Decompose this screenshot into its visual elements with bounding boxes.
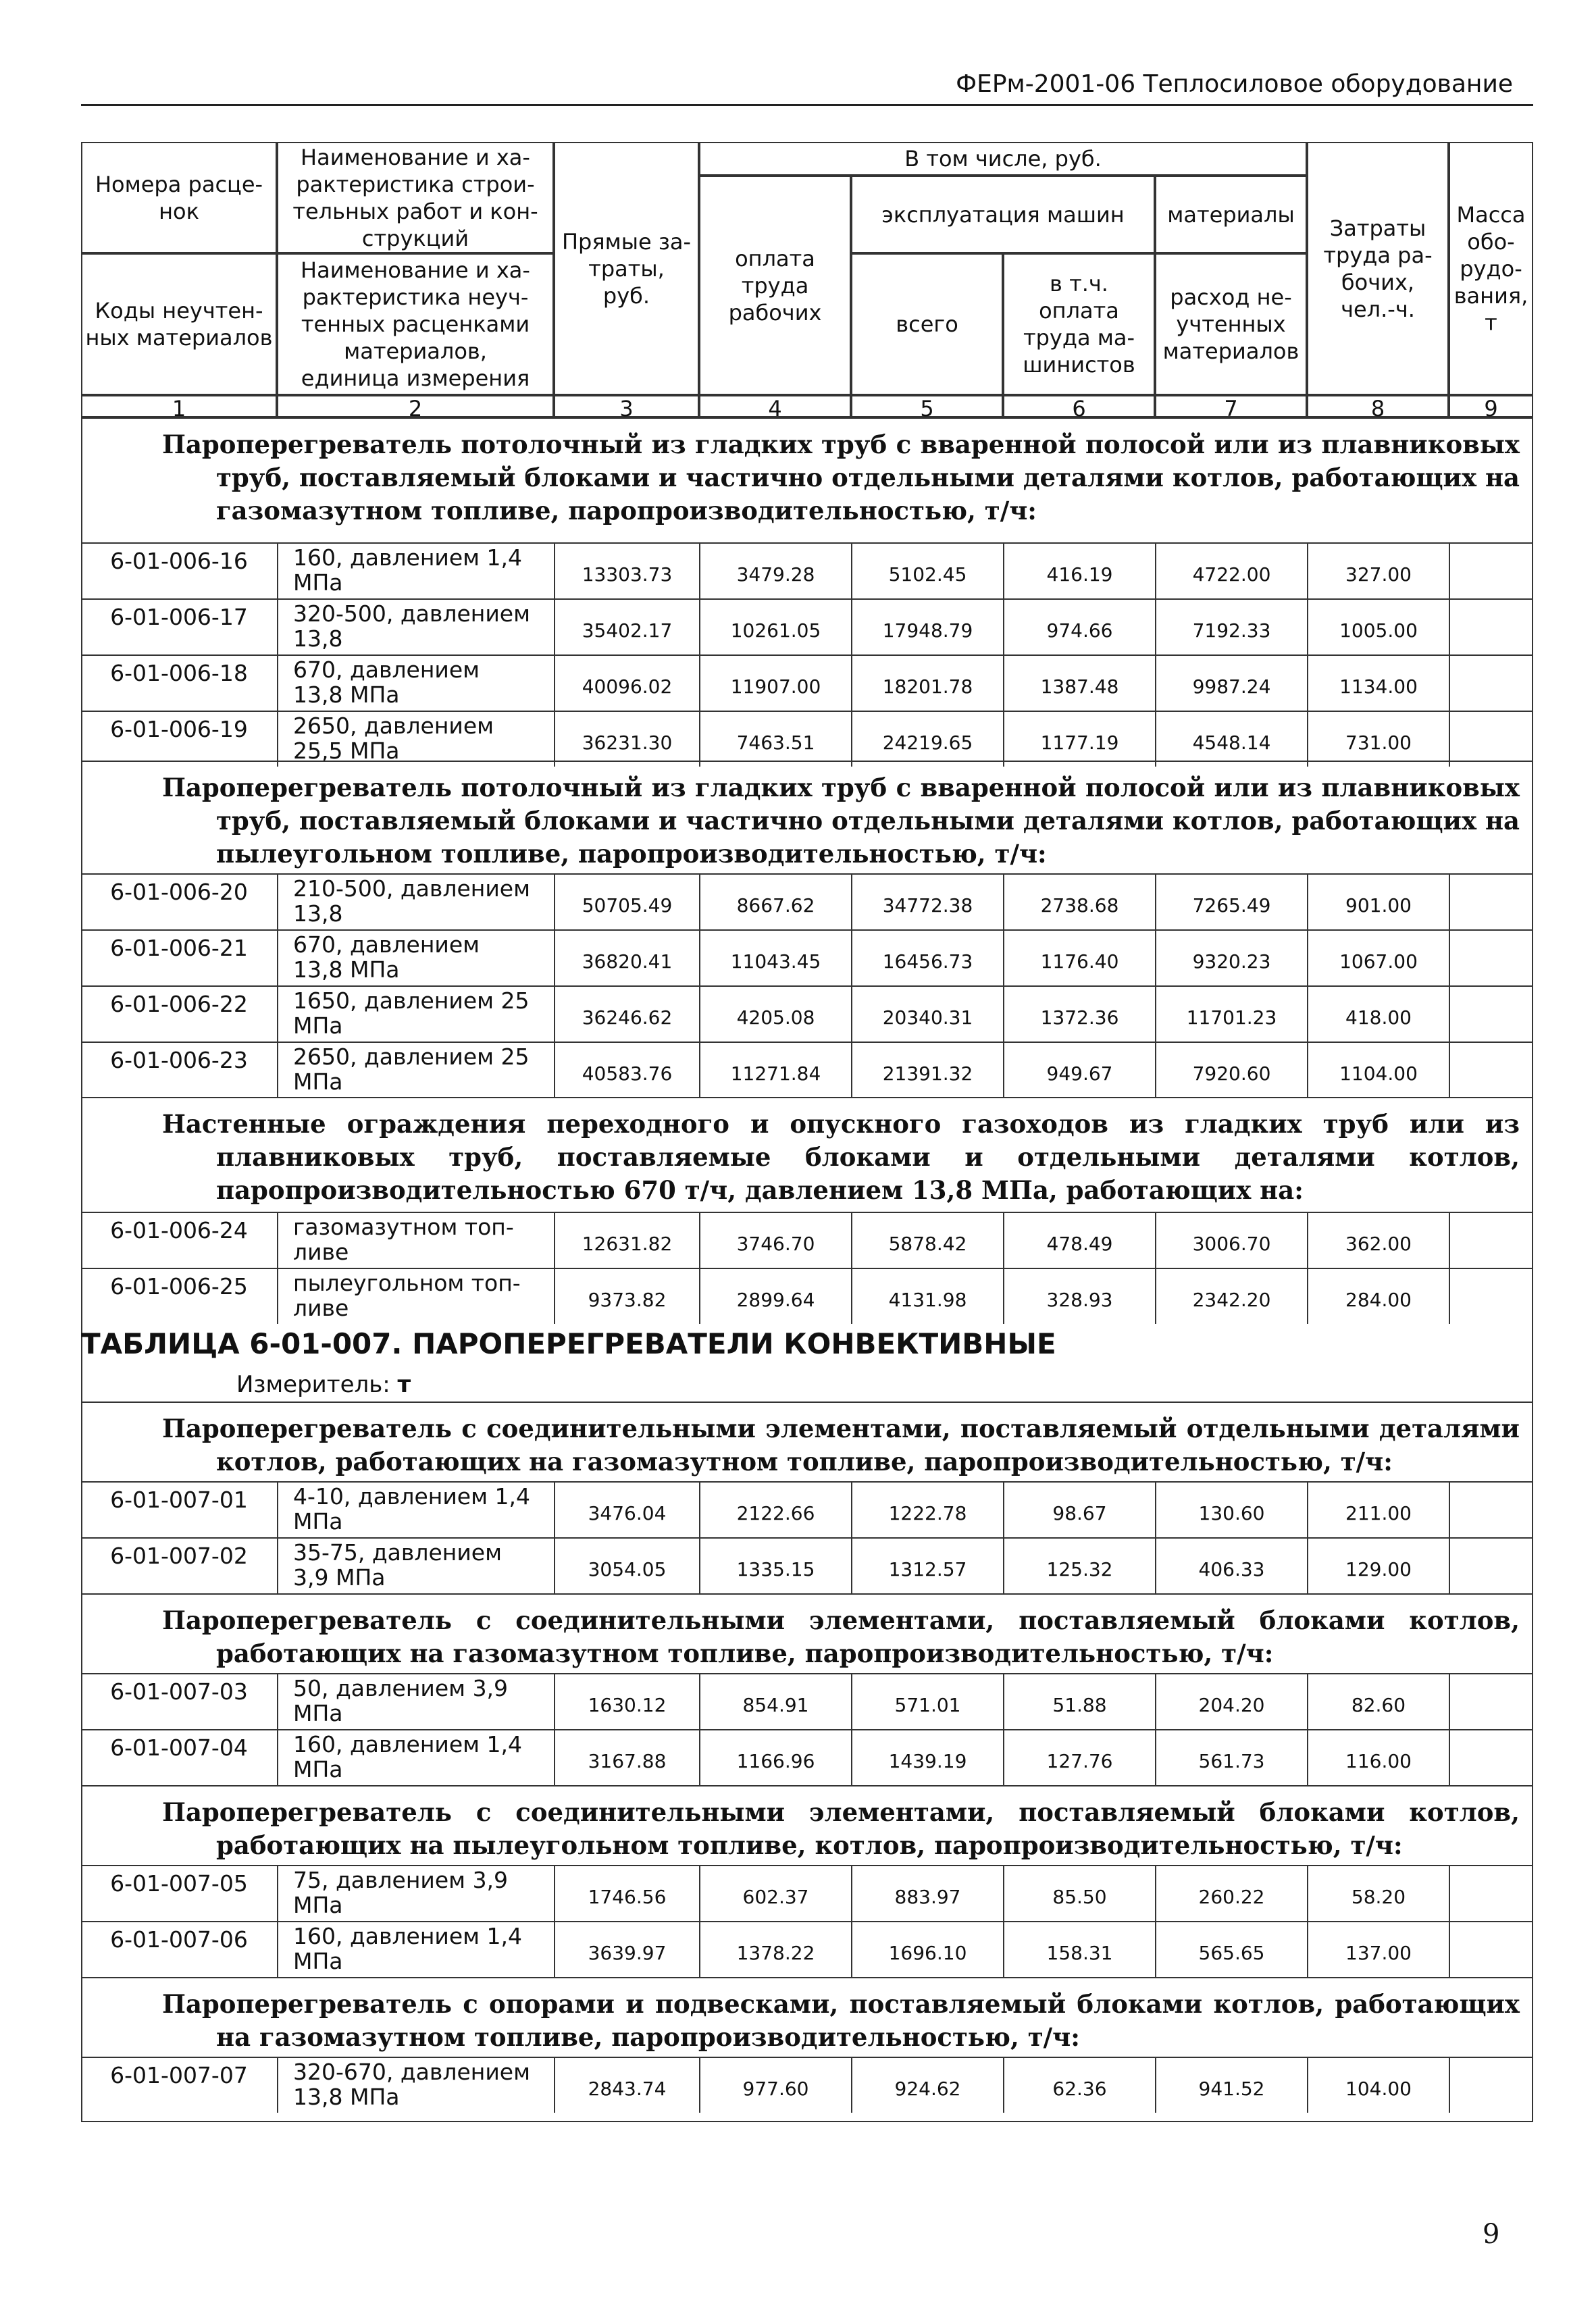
direct-costs-value: 9373.82	[554, 1269, 699, 1324]
labor-hours-value: 58.20	[1307, 1866, 1449, 1921]
mass-value	[1449, 1730, 1533, 1785]
machines-total-value: 18201.78	[851, 656, 1003, 711]
labor-hours-value: 901.00	[1307, 875, 1449, 929]
rate-name: 2650, давлением 25 МПа	[277, 1043, 554, 1098]
materials-value: 561.73	[1155, 1730, 1307, 1785]
column-number: 5	[851, 395, 1003, 417]
machines-total-value: 924.62	[851, 2058, 1003, 2113]
machines-total-value: 24219.65	[851, 712, 1003, 767]
rate-name: 160, давлением 1,4 МПа	[277, 544, 554, 598]
table-row	[81, 1865, 1533, 1921]
rate-code: 6-01-006-23	[110, 1047, 248, 1073]
machines-total-value: 17948.79	[851, 600, 1003, 654]
header-labor-hours: Затраты труда ра- бочих, чел.-ч.	[1307, 142, 1449, 395]
machines-pay-value: 1176.40	[1003, 931, 1155, 985]
rate-name: 670, давлением 13,8 МПа	[277, 931, 554, 985]
materials-value: 9320.23	[1155, 931, 1307, 985]
table-row	[81, 2057, 1533, 2113]
rate-name: пылеугольном топ- ливе	[277, 1269, 554, 1324]
mass-value	[1449, 1483, 1533, 1537]
machines-pay-value: 85.50	[1003, 1866, 1155, 1921]
column-number: 4	[699, 395, 851, 417]
labor-pay-value: 11043.45	[699, 931, 851, 985]
header-materials-use: расход не- учтенных материалов	[1155, 253, 1307, 395]
machines-pay-value: 1387.48	[1003, 656, 1155, 711]
table-row	[81, 1212, 1533, 1268]
machines-total-value: 5878.42	[851, 1213, 1003, 1268]
table-row	[81, 1673, 1533, 1729]
machines-total-value: 16456.73	[851, 931, 1003, 985]
labor-hours-value: 1067.00	[1307, 931, 1449, 985]
labor-pay-value: 1335.15	[699, 1539, 851, 1593]
rate-code: 6-01-007-02	[110, 1543, 248, 1569]
materials-value: 7192.33	[1155, 600, 1307, 654]
direct-costs-value: 50705.49	[554, 875, 699, 929]
labor-pay-value: 602.37	[699, 1866, 851, 1921]
table-row	[81, 1729, 1533, 1785]
labor-pay-value: 3479.28	[699, 544, 851, 598]
section-measure	[236, 1371, 411, 1398]
rate-code: 6-01-007-03	[110, 1678, 248, 1705]
labor-pay-value: 2122.66	[699, 1483, 851, 1537]
machines-pay-value: 416.19	[1003, 544, 1155, 598]
machines-pay-value: 1177.19	[1003, 712, 1155, 767]
rate-code: 6-01-006-16	[110, 548, 248, 574]
machines-total-value: 5102.45	[851, 544, 1003, 598]
labor-hours-value: 284.00	[1307, 1269, 1449, 1324]
group-description: Пароперегреватель с соединительными элементами, поставляемый блоками котлов, работающих на газомазутном топливе, паропроизводительностью, т/ч:	[81, 1593, 1533, 1673]
direct-costs-value: 1746.56	[554, 1866, 699, 1921]
group-description: Пароперегреватель потолочный из гладких труб с вваренной полосой или из плавниковых труб, поставляемый блоками и частично отдельными деталями котлов, работающих на пылеугольном топливе, паропроизводительностью, т/ч:	[81, 761, 1533, 873]
materials-value: 3006.70	[1155, 1213, 1307, 1268]
rate-code: 6-01-006-24	[110, 1217, 248, 1243]
rate-code: 6-01-006-22	[110, 991, 248, 1017]
machines-pay-value: 478.49	[1003, 1213, 1155, 1268]
section-title: ТАБЛИЦА 6-01-007. ПАРОПЕРЕГРЕВАТЕЛИ КОНВЕКТИВНЫЕ	[81, 1327, 1056, 1360]
machines-pay-value: 328.93	[1003, 1269, 1155, 1324]
labor-hours-value: 1104.00	[1307, 1043, 1449, 1098]
table-row	[81, 1268, 1533, 1324]
rate-code: 6-01-007-05	[110, 1870, 248, 1897]
table-row	[81, 985, 1533, 1042]
labor-hours-value: 104.00	[1307, 2058, 1449, 2113]
mass-value	[1449, 2058, 1533, 2113]
page-number: 9	[1483, 2219, 1500, 2250]
materials-value: 7920.60	[1155, 1043, 1307, 1098]
machines-pay-value: 949.67	[1003, 1043, 1155, 1098]
rate-name: 35-75, давлением 3,9 МПа	[277, 1539, 554, 1593]
labor-hours-value: 362.00	[1307, 1213, 1449, 1268]
labor-hours-value: 418.00	[1307, 987, 1449, 1042]
group-description: Пароперегреватель с соединительными элементами, поставляемый отдельными деталями котлов, работающих на газомазутном топливе, паропроизводительностью, т/ч:	[81, 1402, 1533, 1481]
materials-value: 7265.49	[1155, 875, 1307, 929]
materials-value: 4722.00	[1155, 544, 1307, 598]
rate-code: 6-01-007-01	[110, 1487, 248, 1513]
table-row	[81, 929, 1533, 985]
title-rule	[81, 104, 1533, 106]
group-description: Настенные ограждения переходного и опускного газоходов из гладких труб или из плавниковых труб, поставляемые блоками и отдельными деталями котлов, паропроизводительностью 670 т/ч, давлением 13,8 МПа, работающих на:	[81, 1097, 1533, 1212]
machines-pay-value: 158.31	[1003, 1922, 1155, 1977]
direct-costs-value: 36231.30	[554, 712, 699, 767]
mass-value	[1449, 712, 1533, 767]
mass-value	[1449, 1213, 1533, 1268]
direct-costs-value: 12631.82	[554, 1213, 699, 1268]
rate-code: 6-01-006-19	[110, 716, 248, 742]
mass-value	[1449, 1043, 1533, 1098]
column-number: 2	[277, 395, 554, 417]
group-description: Пароперегреватель с соединительными элементами, поставляемый блоками котлов, работающих на пылеугольном топливе, котлов, паропроизводительностью, т/ч:	[81, 1785, 1533, 1865]
machines-total-value: 1222.78	[851, 1483, 1003, 1537]
labor-hours-value: 211.00	[1307, 1483, 1449, 1537]
rate-name: 50, давлением 3,9 МПа	[277, 1674, 554, 1729]
mass-value	[1449, 1674, 1533, 1729]
machines-total-value: 21391.32	[851, 1043, 1003, 1098]
rate-name: 160, давлением 1,4 МПа	[277, 1730, 554, 1785]
table-header	[81, 142, 1533, 421]
materials-value: 565.65	[1155, 1922, 1307, 1977]
labor-hours-value: 1134.00	[1307, 656, 1449, 711]
direct-costs-value: 3167.88	[554, 1730, 699, 1785]
table-row	[81, 1042, 1533, 1098]
mass-value	[1449, 931, 1533, 985]
labor-pay-value: 7463.51	[699, 712, 851, 767]
column-number: 8	[1307, 395, 1449, 417]
rate-code: 6-01-007-06	[110, 1926, 248, 1953]
rate-code: 6-01-006-20	[110, 879, 248, 905]
mass-value	[1449, 656, 1533, 711]
direct-costs-value: 3054.05	[554, 1539, 699, 1593]
group-description: Пароперегреватель потолочный из гладких труб с вваренной полосой или из плавниковых труб, поставляемый блоками и частично отдельными деталями котлов, работающих на газомазутном топливе, паропроизводительностью, т/ч:	[81, 417, 1533, 542]
table-row	[81, 654, 1533, 711]
direct-costs-value: 36820.41	[554, 931, 699, 985]
measure-unit: т	[397, 1371, 411, 1398]
machines-total-value: 20340.31	[851, 987, 1003, 1042]
labor-pay-value: 4205.08	[699, 987, 851, 1042]
labor-pay-value: 1378.22	[699, 1922, 851, 1977]
machines-total-value: 571.01	[851, 1674, 1003, 1729]
machines-pay-value: 127.76	[1003, 1730, 1155, 1785]
direct-costs-value: 3476.04	[554, 1483, 699, 1537]
labor-hours-value: 129.00	[1307, 1539, 1449, 1593]
column-number: 6	[1003, 395, 1155, 417]
materials-value: 406.33	[1155, 1539, 1307, 1593]
direct-costs-value: 3639.97	[554, 1922, 699, 1977]
machines-pay-value: 2738.68	[1003, 875, 1155, 929]
rate-name: 4-10, давлением 1,4 МПа	[277, 1483, 554, 1537]
rate-name: 210-500, давлением 13,8	[277, 875, 554, 929]
rate-name: 2650, давлением 25,5 МПа	[277, 712, 554, 767]
direct-costs-value: 40096.02	[554, 656, 699, 711]
direct-costs-value: 2843.74	[554, 2058, 699, 2113]
machines-pay-value: 125.32	[1003, 1539, 1155, 1593]
table-row	[81, 711, 1533, 767]
materials-value: 130.60	[1155, 1483, 1307, 1537]
labor-hours-value: 137.00	[1307, 1922, 1449, 1977]
table-row	[81, 1537, 1533, 1593]
table-row	[81, 598, 1533, 654]
rate-name: 1650, давлением 25 МПа	[277, 987, 554, 1042]
labor-hours-value: 82.60	[1307, 1674, 1449, 1729]
rate-name: 160, давлением 1,4 МПа	[277, 1922, 554, 1977]
labor-pay-value: 3746.70	[699, 1213, 851, 1268]
machines-pay-value: 974.66	[1003, 600, 1155, 654]
header-machines: эксплуатация машин	[851, 176, 1155, 253]
rate-name: 320-500, давлением 13,8	[277, 600, 554, 654]
mass-value	[1449, 544, 1533, 598]
document-title: ФЕРм-2001-06 Теплосиловое оборудование	[956, 70, 1513, 98]
materials-value: 260.22	[1155, 1866, 1307, 1921]
header-machines-pay: в т.ч. оплата труда ма- шинистов	[1003, 253, 1155, 395]
direct-costs-value: 36246.62	[554, 987, 699, 1042]
machines-pay-value: 98.67	[1003, 1483, 1155, 1537]
rate-name: 670, давлением 13,8 МПа	[277, 656, 554, 711]
labor-pay-value: 1166.96	[699, 1730, 851, 1785]
machines-pay-value: 1372.36	[1003, 987, 1155, 1042]
mass-value	[1449, 1922, 1533, 1977]
labor-pay-value: 8667.62	[699, 875, 851, 929]
group-description: Пароперегреватель с опорами и подвесками, поставляемый блоками котлов, работающих на газомазутном топливе, паропроизводительностью, т/ч:	[81, 1977, 1533, 2057]
labor-hours-value: 116.00	[1307, 1730, 1449, 1785]
labor-hours-value: 327.00	[1307, 544, 1449, 598]
machines-pay-value: 51.88	[1003, 1674, 1155, 1729]
machines-total-value: 883.97	[851, 1866, 1003, 1921]
rate-code: 6-01-006-17	[110, 604, 248, 630]
rate-name: 320-670, давлением 13,8 МПа	[277, 2058, 554, 2113]
rate-name: 75, давлением 3,9 МПа	[277, 1866, 554, 1921]
mass-value	[1449, 1539, 1533, 1593]
column-number: 3	[554, 395, 699, 417]
direct-costs-value: 13303.73	[554, 544, 699, 598]
mass-value	[1449, 1866, 1533, 1921]
header-codes-top: Номера расце- нок	[81, 142, 277, 253]
header-codes-bottom: Коды неучтен- ных материалов	[81, 253, 277, 395]
table-row	[81, 1921, 1533, 1977]
direct-costs-value: 1630.12	[554, 1674, 699, 1729]
column-number: 7	[1155, 395, 1307, 417]
table-row	[81, 1481, 1533, 1537]
labor-pay-value: 11271.84	[699, 1043, 851, 1098]
rate-code: 6-01-006-21	[110, 935, 248, 961]
mass-value	[1449, 987, 1533, 1042]
measure-label: Измеритель:	[236, 1371, 390, 1398]
direct-costs-value: 35402.17	[554, 600, 699, 654]
materials-value: 941.52	[1155, 2058, 1307, 2113]
rate-code: 6-01-006-18	[110, 660, 248, 686]
header-name-bottom: Наименование и ха- рактеристика неуч- тенных расценками материалов, единица измерения	[277, 253, 554, 395]
rate-code: 6-01-006-25	[110, 1273, 248, 1300]
table-row	[81, 542, 1533, 598]
machines-total-value: 34772.38	[851, 875, 1003, 929]
column-number: 9	[1449, 395, 1533, 417]
machines-total-value: 4131.98	[851, 1269, 1003, 1324]
labor-pay-value: 11907.00	[699, 656, 851, 711]
header-machines-total: всего	[851, 253, 1003, 395]
header-including: В том числе, руб.	[699, 142, 1307, 176]
rate-name: газомазутном топ- ливе	[277, 1213, 554, 1268]
labor-hours-value: 731.00	[1307, 712, 1449, 767]
materials-value: 4548.14	[1155, 712, 1307, 767]
machines-total-value: 1696.10	[851, 1922, 1003, 1977]
materials-value: 2342.20	[1155, 1269, 1307, 1324]
materials-value: 11701.23	[1155, 987, 1307, 1042]
labor-hours-value: 1005.00	[1307, 600, 1449, 654]
mass-value	[1449, 1269, 1533, 1324]
machines-total-value: 1312.57	[851, 1539, 1003, 1593]
labor-pay-value: 10261.05	[699, 600, 851, 654]
table-row	[81, 873, 1533, 929]
labor-pay-value: 977.60	[699, 2058, 851, 2113]
direct-costs-value: 40583.76	[554, 1043, 699, 1098]
labor-pay-value: 854.91	[699, 1674, 851, 1729]
materials-value: 204.20	[1155, 1674, 1307, 1729]
mass-value	[1449, 600, 1533, 654]
machines-total-value: 1439.19	[851, 1730, 1003, 1785]
materials-value: 9987.24	[1155, 656, 1307, 711]
header-labor-pay: оплата труда рабочих	[699, 176, 851, 395]
rate-code: 6-01-007-07	[110, 2062, 248, 2088]
header-materials: материалы	[1155, 176, 1307, 253]
header-name-top: Наименование и ха- рактеристика строи- тельных работ и кон- струкций	[277, 142, 554, 253]
header-mass: Масса обо- рудо- вания, т	[1449, 142, 1533, 395]
column-number: 1	[81, 395, 277, 417]
rate-code: 6-01-007-04	[110, 1734, 248, 1761]
machines-pay-value: 62.36	[1003, 2058, 1155, 2113]
mass-value	[1449, 875, 1533, 929]
header-direct-costs: Прямые за- траты, руб.	[554, 142, 699, 395]
labor-pay-value: 2899.64	[699, 1269, 851, 1324]
